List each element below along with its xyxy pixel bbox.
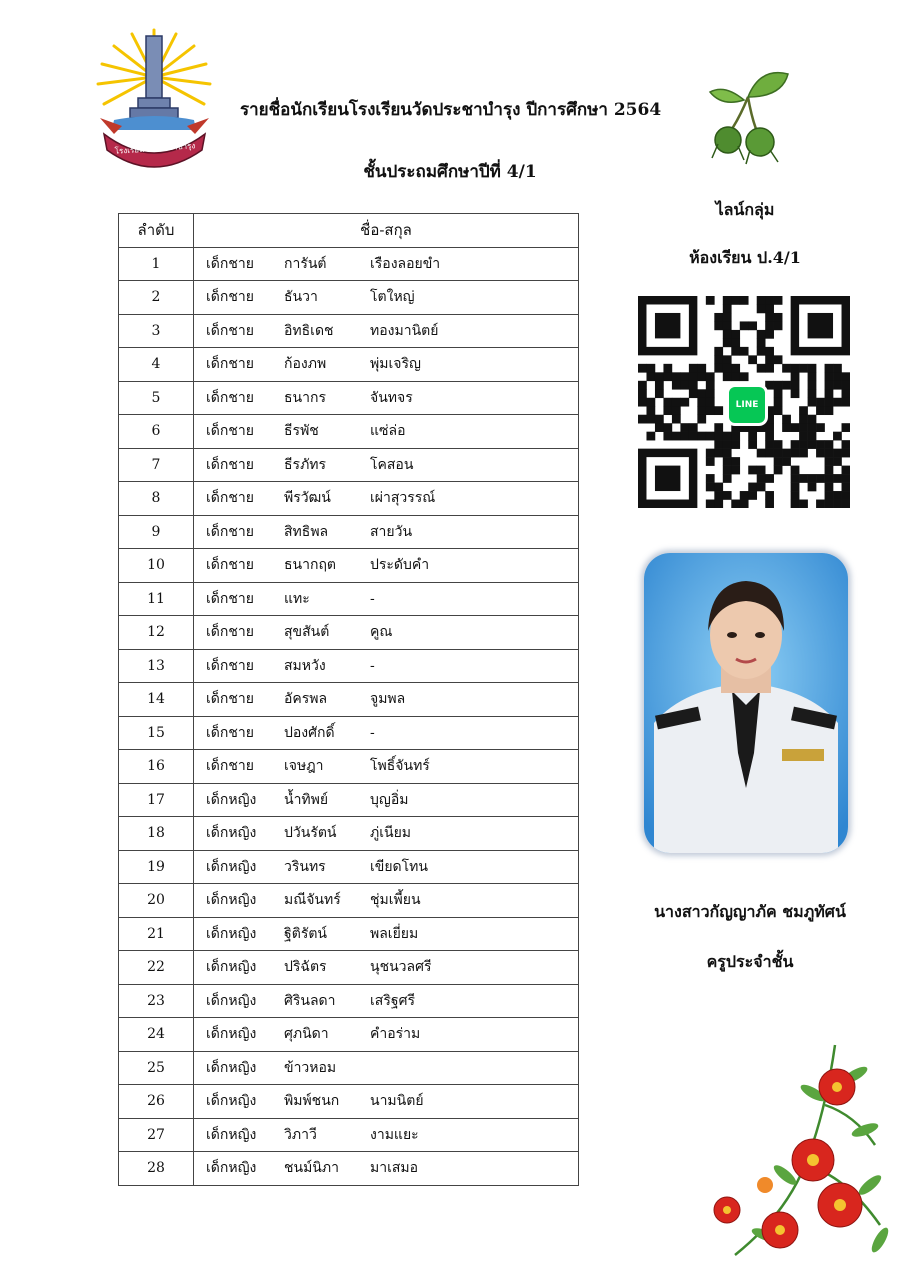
teacher-name: นางสาวกัญญาภัค ชมภูทัศน์ — [654, 902, 846, 921]
table-row — [119, 716, 579, 750]
student-first-name: พีรวัฒน์ — [284, 490, 331, 507]
student-number: 2 — [119, 281, 194, 315]
student-last-name: จูมพล — [370, 691, 406, 708]
table-row — [119, 582, 579, 616]
student-prefix: เด็กชาย — [206, 691, 254, 708]
student-last-name: - — [370, 657, 375, 674]
student-last-name: นุชนวลศรี — [370, 959, 432, 976]
student-first-name: ธนากร — [284, 389, 326, 406]
table-row — [119, 281, 579, 315]
student-first-name: ชนม์นิภา — [284, 1160, 339, 1177]
table-row — [119, 1085, 579, 1119]
student-prefix: เด็กหญิง — [206, 992, 257, 1009]
table-row — [119, 247, 579, 281]
student-number: 20 — [119, 884, 194, 918]
student-prefix: เด็กชาย — [206, 255, 254, 272]
student-first-name: สุขสันต์ — [284, 624, 330, 641]
student-prefix: เด็กชาย — [206, 356, 254, 373]
table-row — [119, 314, 579, 348]
student-name-cell — [194, 582, 579, 616]
student-first-name: ปองศักดิ์ — [284, 724, 335, 741]
student-name-cell — [194, 281, 579, 315]
student-first-name: เจษฎา — [284, 758, 324, 775]
student-roster-table — [118, 213, 579, 1186]
student-name-cell — [194, 884, 579, 918]
student-last-name: ประดับคำ — [370, 557, 430, 574]
student-name-cell — [194, 1118, 579, 1152]
student-first-name: ศิรินลดา — [284, 992, 336, 1009]
logo-caption: โรงเรียนวัดประชาบำรุง — [114, 141, 196, 156]
student-prefix: เด็กชาย — [206, 624, 254, 641]
student-first-name: ปริฉัตร — [284, 959, 327, 976]
table-row — [119, 448, 579, 482]
student-number: 6 — [119, 415, 194, 449]
student-first-name: ก้องภพ — [284, 356, 327, 373]
student-first-name: อิทธิเดช — [284, 322, 334, 339]
table-row — [119, 1018, 579, 1052]
student-last-name: จันทจร — [370, 389, 413, 406]
student-first-name: ปวันรัตน์ — [284, 825, 337, 842]
table-row — [119, 951, 579, 985]
student-prefix: เด็กชาย — [206, 490, 254, 507]
student-number: 8 — [119, 482, 194, 516]
student-number: 3 — [119, 314, 194, 348]
line-logo-icon: LINE — [726, 384, 768, 426]
student-name-cell — [194, 314, 579, 348]
classroom-label: ห้องเรียน ป.4/1 — [689, 248, 801, 267]
table-row — [119, 817, 579, 851]
student-last-name: เผ่าสุวรรณ์ — [370, 490, 436, 507]
student-number: 9 — [119, 515, 194, 549]
student-first-name: วิภาวี — [284, 1126, 317, 1143]
student-name-cell — [194, 247, 579, 281]
table-row — [119, 1118, 579, 1152]
student-last-name: โตใหญ่ — [370, 289, 415, 306]
student-name-cell — [194, 984, 579, 1018]
student-prefix: เด็กชาย — [206, 590, 254, 607]
student-last-name: ภู่เนียม — [370, 825, 412, 842]
student-number: 28 — [119, 1152, 194, 1186]
student-name-cell — [194, 1018, 579, 1052]
table-row — [119, 984, 579, 1018]
student-last-name: มาเสมอ — [370, 1160, 419, 1177]
student-name-cell — [194, 348, 579, 382]
student-prefix: เด็กหญิง — [206, 858, 257, 875]
student-number: 23 — [119, 984, 194, 1018]
class-subtitle: ชั้นประถมศึกษาปีที่ 4/1 — [363, 162, 537, 182]
student-number: 4 — [119, 348, 194, 382]
student-prefix: เด็กชาย — [206, 289, 254, 306]
student-name-cell — [194, 817, 579, 851]
school-logo — [92, 22, 217, 170]
student-last-name: - — [370, 590, 375, 607]
student-prefix: เด็กหญิง — [206, 791, 257, 808]
table-header-row — [119, 214, 579, 248]
student-name-cell — [194, 683, 579, 717]
student-number: 5 — [119, 381, 194, 415]
student-last-name: สายวัน — [370, 523, 413, 540]
student-name-cell — [194, 1152, 579, 1186]
student-last-name: งามแยะ — [370, 1126, 419, 1143]
student-first-name: สิทธิพล — [284, 523, 329, 540]
student-prefix: เด็กหญิง — [206, 1059, 257, 1076]
student-number: 25 — [119, 1051, 194, 1085]
student-last-name: เรืองลอยขำ — [370, 255, 441, 272]
table-row — [119, 381, 579, 415]
flower-decoration — [705, 1035, 895, 1265]
student-prefix: เด็กชาย — [206, 724, 254, 741]
student-first-name: วรินทร — [284, 858, 326, 875]
student-last-name: โพธิ์จันทร์ — [370, 758, 430, 775]
student-last-name: แซ่ล่อ — [370, 423, 406, 440]
student-prefix: เด็กหญิง — [206, 1026, 257, 1043]
student-first-name: ธีรภัทร — [284, 456, 327, 473]
student-last-name: นามนิตย์ — [370, 1093, 424, 1110]
student-number: 11 — [119, 582, 194, 616]
student-first-name: มณีจันทร์ — [284, 892, 341, 909]
student-name-cell — [194, 1085, 579, 1119]
student-first-name: ศุภนิดา — [284, 1026, 329, 1043]
student-prefix: เด็กหญิง — [206, 1093, 257, 1110]
student-name-cell — [194, 482, 579, 516]
table-body — [119, 247, 579, 1185]
table-row — [119, 616, 579, 650]
student-name-cell — [194, 750, 579, 784]
student-last-name: พลเยี่ยม — [370, 925, 419, 942]
student-number: 13 — [119, 649, 194, 683]
student-prefix: เด็กชาย — [206, 557, 254, 574]
student-last-name: พุ่มเจริญ — [370, 356, 421, 373]
student-prefix: เด็กหญิง — [206, 892, 257, 909]
student-prefix: เด็กชาย — [206, 523, 254, 540]
student-prefix: เด็กหญิง — [206, 1126, 257, 1143]
table-row — [119, 348, 579, 382]
student-name-cell — [194, 917, 579, 951]
student-number: 1 — [119, 247, 194, 281]
student-number: 21 — [119, 917, 194, 951]
student-prefix: เด็กชาย — [206, 423, 254, 440]
student-last-name: เสริฐศรี — [370, 992, 415, 1009]
student-prefix: เด็กหญิง — [206, 925, 257, 942]
table-row — [119, 1152, 579, 1186]
student-last-name: โคสอน — [370, 456, 414, 473]
table-row — [119, 850, 579, 884]
student-name-cell — [194, 1051, 579, 1085]
column-header-no: ลำดับ — [119, 214, 194, 248]
student-first-name: ธีรพัช — [284, 423, 319, 440]
table-row — [119, 884, 579, 918]
student-number: 26 — [119, 1085, 194, 1119]
student-first-name: พิมพ์ชนก — [284, 1093, 340, 1110]
student-name-cell — [194, 549, 579, 583]
student-prefix: เด็กชาย — [206, 322, 254, 339]
student-name-cell — [194, 448, 579, 482]
table-row — [119, 917, 579, 951]
student-number: 15 — [119, 716, 194, 750]
student-last-name: - — [370, 724, 375, 741]
student-name-cell — [194, 616, 579, 650]
student-name-cell — [194, 649, 579, 683]
student-last-name: คูณ — [370, 624, 393, 641]
table-row — [119, 415, 579, 449]
student-number: 7 — [119, 448, 194, 482]
student-last-name: เขียดโทน — [370, 858, 428, 875]
table-row — [119, 1051, 579, 1085]
student-name-cell — [194, 415, 579, 449]
student-first-name: น้ำทิพย์ — [284, 791, 329, 808]
student-number: 16 — [119, 750, 194, 784]
student-prefix: เด็กหญิง — [206, 959, 257, 976]
student-name-cell — [194, 783, 579, 817]
student-number: 24 — [119, 1018, 194, 1052]
table-row — [119, 515, 579, 549]
student-first-name: ข้าวหอม — [284, 1059, 337, 1076]
student-first-name: ฐิติรัตน์ — [284, 925, 327, 942]
page-title: รายชื่อนักเรียนโรงเรียนวัดประชาบำรุง ปีการศึกษา 2564 — [240, 100, 662, 120]
teacher-photo — [644, 553, 848, 853]
student-prefix: เด็กชาย — [206, 758, 254, 775]
student-number: 18 — [119, 817, 194, 851]
student-prefix: เด็กหญิง — [206, 825, 257, 842]
student-number: 19 — [119, 850, 194, 884]
student-number: 22 — [119, 951, 194, 985]
teacher-role: ครูประจำชั้น — [706, 952, 794, 971]
student-last-name: คำอร่าม — [370, 1026, 421, 1043]
column-header-name: ชื่อ-สกุล — [194, 214, 579, 248]
line-group-label: ไลน์กลุ่ม — [715, 200, 775, 219]
student-number: 12 — [119, 616, 194, 650]
student-name-cell — [194, 515, 579, 549]
table-row — [119, 649, 579, 683]
table-row — [119, 750, 579, 784]
student-first-name: อัครพล — [284, 691, 328, 708]
student-name-cell — [194, 951, 579, 985]
student-number: 10 — [119, 549, 194, 583]
student-last-name: ทองมานิตย์ — [370, 322, 439, 339]
student-number: 14 — [119, 683, 194, 717]
student-name-cell — [194, 381, 579, 415]
student-first-name: การันต์ — [284, 255, 327, 272]
plant-illustration — [700, 62, 795, 172]
student-prefix: เด็กชาย — [206, 657, 254, 674]
table-row — [119, 549, 579, 583]
student-first-name: ธันวา — [284, 289, 318, 306]
student-number: 27 — [119, 1118, 194, 1152]
student-first-name: ธนากฤต — [284, 557, 337, 574]
student-last-name: บุญอิ่ม — [370, 791, 409, 808]
student-prefix: เด็กชาย — [206, 456, 254, 473]
table-row — [119, 482, 579, 516]
student-name-cell — [194, 716, 579, 750]
student-number: 17 — [119, 783, 194, 817]
student-prefix: เด็กชาย — [206, 389, 254, 406]
table-row — [119, 783, 579, 817]
student-prefix: เด็กหญิง — [206, 1160, 257, 1177]
student-name-cell — [194, 850, 579, 884]
table-row — [119, 683, 579, 717]
student-first-name: สมหวัง — [284, 657, 326, 674]
student-first-name: แทะ — [284, 590, 310, 607]
student-last-name: ชุ่มเพี้ยน — [370, 892, 421, 909]
